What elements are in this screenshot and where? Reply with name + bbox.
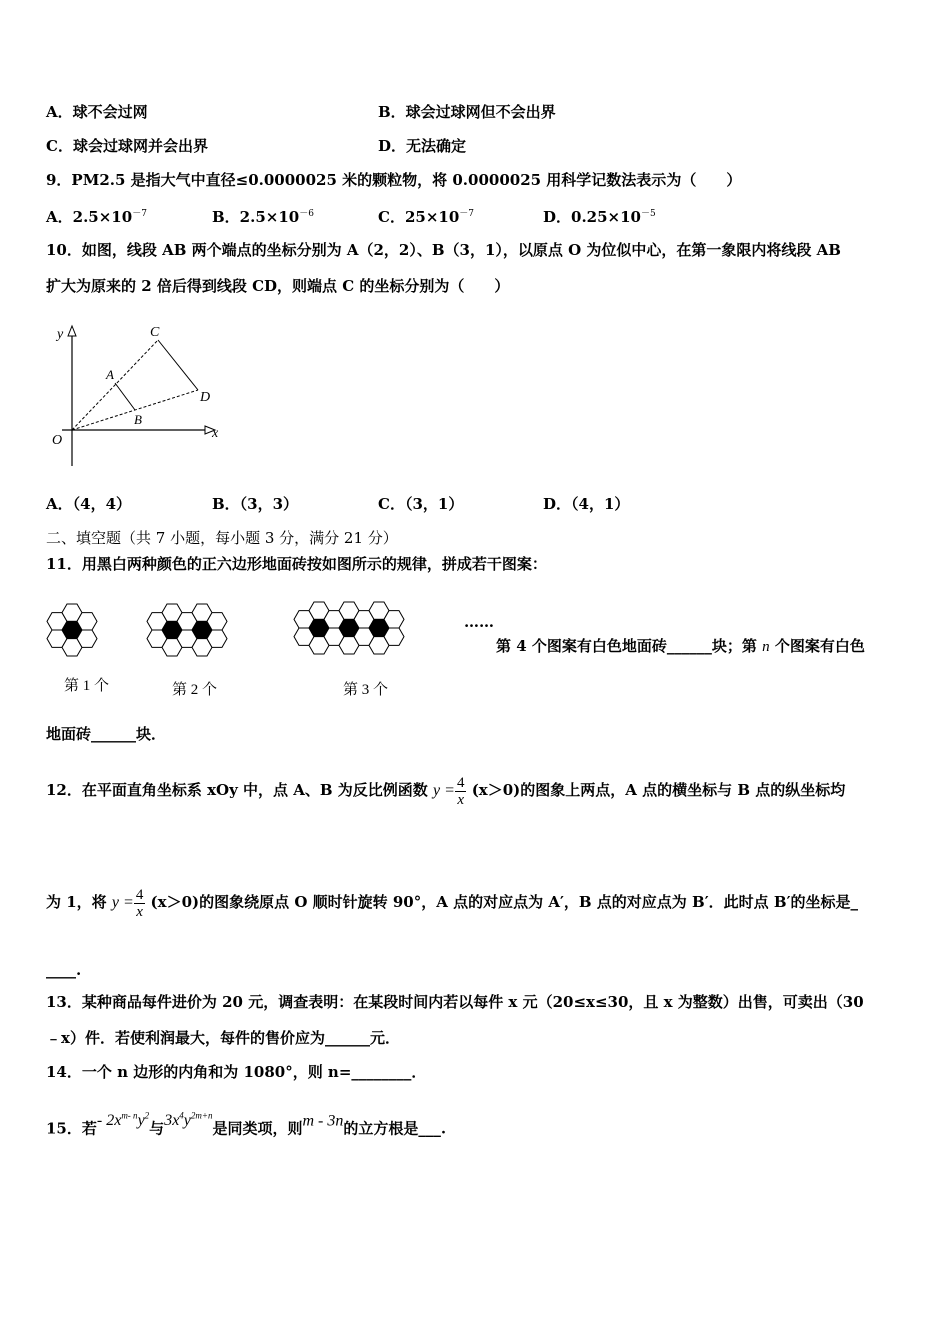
pattern-3-caption: 第 3 个 xyxy=(343,682,389,698)
q13-line2: ﹣x）件．若使利润最大，每件的售价应为______元． xyxy=(46,1029,400,1047)
q15-term1: - $2x^{m- n}y^2$ xyxy=(96,1111,150,1130)
q8-option-b: B．球会过球网但不会出界 xyxy=(378,103,556,121)
label-y: y xyxy=(57,327,64,342)
q15-stem: 15．若- $2x^{m- n}y^2$与$3x^4y^{2m+n}$是同类项，则m - 3n的立方根是___. xyxy=(46,1111,447,1138)
pattern-1-caption: 第 1 个 xyxy=(64,678,110,694)
q11-hexagon-patterns xyxy=(40,585,470,705)
q15-term2: $3x^4y^{2m+n}$ xyxy=(164,1111,213,1130)
q15-expression: m - 3n xyxy=(302,1112,344,1130)
q14-stem: 14．一个 n 边形的内角和为 1080°，则 n=________． xyxy=(46,1063,427,1081)
segment-ab xyxy=(115,383,135,410)
label-d: D xyxy=(200,390,211,405)
pattern-2-caption: 第 2 个 xyxy=(172,682,218,698)
q9-stem: 9．PM2.5 是指大气中直径≤0.0000025 米的颗粒物，将 0.0000025 用科学记数法表示为（ ） xyxy=(46,171,742,189)
q12-fraction-2: $\frac{4}{x}$ xyxy=(135,886,144,920)
segment-cd xyxy=(158,340,198,390)
q10-option-a: A．（4，4） xyxy=(46,495,132,513)
label-a: A xyxy=(106,367,114,382)
q9-option-c: C．$25\times 10^{-7}$ xyxy=(378,208,474,226)
q10-option-d: D．（4，1） xyxy=(543,495,630,513)
q10-stem-line2: 扩大为原来的 2 倍后得到线段 CD，则端点 C 的坐标分别为（ ） xyxy=(46,277,510,295)
q12-line2: 为 1，将 y = $\frac{4}{x}$ (x＞0)的图象绕原点 O 顺时针旋转 90°，A 点的对应点为 A′，B 点的对应点为 B′．此时点 B′的坐标是_ xyxy=(46,886,859,920)
q11-ellipsis: …… xyxy=(464,613,494,631)
label-x: x xyxy=(212,426,219,441)
q8-option-a: A．球不会过网 xyxy=(46,103,148,121)
white-hex-tile xyxy=(207,613,227,630)
q11-text-line2: 地面砖______块． xyxy=(46,725,167,743)
q9-option-a: A．$2.5\times 10^{-7}$ xyxy=(46,208,147,226)
white-hex-tile xyxy=(77,613,97,630)
q10-option-b: B．（3，3） xyxy=(212,495,299,513)
label-b: B xyxy=(134,412,142,427)
q12-line3: ____. xyxy=(46,961,82,979)
label-o: O xyxy=(52,433,63,448)
q8-option-d: D．无法确定 xyxy=(378,137,467,155)
pattern-1 xyxy=(47,604,97,656)
q10-option-c: C．（3，1） xyxy=(378,495,464,513)
pattern-3 xyxy=(294,602,404,654)
white-hex-tile xyxy=(384,628,404,645)
q12-line1: 12．在平面直角坐标系 xOy 中，点 A、B 为反比例函数 y = $\frac{4}{x}$ (x＞0)的图象上两点，A 点的横坐标与 B 点的纵坐标均 xyxy=(46,774,846,808)
label-c: C xyxy=(150,325,160,340)
q10-stem-line1: 10．如图，线段 AB 两个端点的坐标分别为 A（2，2）、B（3，1），以原点 O 为位似中心，在第一象限内将线段 AB xyxy=(46,241,841,259)
pattern-2 xyxy=(147,604,227,656)
section-2-heading: 二、填空题（共 7 小题，每小题 3 分，满分 21 分） xyxy=(46,529,398,547)
white-hex-tile xyxy=(207,630,227,647)
q9-option-d: D．$0.25\times 10^{-5}$ xyxy=(543,208,656,226)
q13-line1: 13．某种商品每件进价为 20 元，调查表明：在某段时间内若以每件 x 元（20≤x≤30，且 x 为整数）出售，可卖出（30 xyxy=(46,993,864,1011)
q11-stem: 11．用黑白两种颜色的正六边形地面砖按如图所示的规律，拼成若干图案： xyxy=(46,555,547,573)
q9-option-b: B．$2.5\times 10^{-6}$ xyxy=(212,208,314,226)
q8-option-c: C．球会过球网并会出界 xyxy=(46,137,208,155)
q10-coordinate-figure xyxy=(40,318,230,473)
q12-fraction: $\frac{4}{x}$ xyxy=(456,774,465,808)
white-hex-tile xyxy=(77,630,97,647)
y-axis-arrow xyxy=(68,326,76,336)
q11-text-line1: 第 4 个图案有白色地面砖______块；第 n 个图案有白色 xyxy=(496,637,865,655)
white-hex-tile xyxy=(384,611,404,628)
